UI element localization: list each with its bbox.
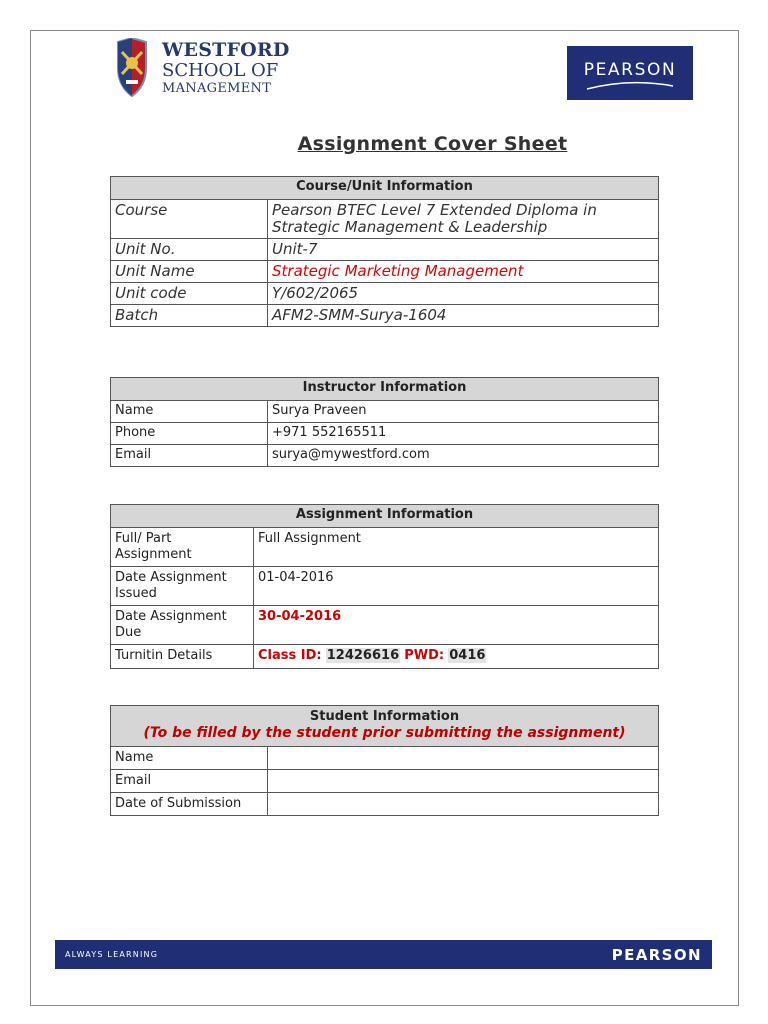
westford-logo	[112, 38, 290, 98]
class-id-value: 12426616	[326, 648, 400, 663]
assignment-type-label: Full/ Part Assignment	[111, 528, 254, 567]
table-row	[111, 747, 659, 770]
table-row	[111, 567, 659, 606]
table-row	[111, 793, 659, 816]
course-value: Pearson BTEC Level 7 Extended Diploma in Strategic Management & Leadership	[268, 200, 659, 239]
table-row	[111, 283, 659, 305]
submission-date-field[interactable]	[268, 793, 659, 816]
logo-line-3: MANAGEMENT	[162, 81, 272, 96]
table-row	[111, 239, 659, 261]
footer-tagline: ALWAYS LEARNING	[65, 950, 159, 959]
instructor-name-label: Name	[111, 401, 268, 423]
table-row	[111, 200, 659, 239]
date-due-value: 30-04-2016	[254, 606, 659, 645]
table-row	[111, 423, 659, 445]
student-info-header	[111, 706, 659, 747]
unit-no-value: Unit-7	[268, 239, 659, 261]
pwd-label: PWD:	[404, 648, 445, 663]
page-title: Assignment Cover Sheet	[297, 133, 568, 155]
course-info-heading: Course/Unit Information	[111, 177, 659, 200]
pearson-logo	[567, 46, 693, 100]
pearson-swoosh-icon	[585, 80, 675, 90]
pwd-value: 0416	[449, 648, 486, 663]
student-info-subheading: (To be filled by the student prior submitting the assignment)	[143, 725, 626, 741]
instructor-phone-label: Phone	[111, 423, 268, 445]
instructor-email-value[interactable]: surya@mywestford.com	[268, 445, 659, 467]
logo-line-2: SCHOOL OF	[162, 60, 279, 81]
student-email-field[interactable]	[268, 770, 659, 793]
turnitin-label: Turnitin Details	[111, 645, 254, 669]
assignment-type-value: Full Assignment	[254, 528, 659, 567]
instructor-name-value: Surya Praveen	[268, 401, 659, 423]
table-row	[111, 606, 659, 645]
date-issued-label: Date Assignment Issued	[111, 567, 254, 606]
crest-icon	[112, 38, 152, 98]
instructor-info-table	[110, 377, 659, 467]
logo-line-1: WESTFORD	[162, 39, 290, 61]
batch-value: AFM2-SMM-Surya-1604	[268, 305, 659, 327]
batch-label: Batch	[111, 305, 268, 327]
class-id-label: Class ID:	[258, 648, 322, 663]
student-name-field[interactable]	[268, 747, 659, 770]
submission-date-label: Date of Submission	[111, 793, 268, 816]
table-row	[111, 401, 659, 423]
date-issued-value: 01-04-2016	[254, 567, 659, 606]
assignment-info-table	[110, 504, 659, 669]
student-name-label: Name	[111, 747, 268, 770]
table-row	[111, 305, 659, 327]
turnitin-value	[254, 645, 659, 669]
table-row	[111, 445, 659, 467]
student-info-table	[110, 705, 659, 816]
date-due-label: Date Assignment Due	[111, 606, 254, 645]
instructor-phone-value: +971 552165511	[268, 423, 659, 445]
student-info-heading: Student Information	[309, 709, 460, 724]
unit-name-label: Unit Name	[111, 261, 268, 283]
table-row	[111, 528, 659, 567]
unit-name-value: Strategic Marketing Management	[268, 261, 659, 283]
pearson-logo-text: PEARSON	[583, 60, 677, 80]
footer-banner	[55, 940, 712, 969]
course-info-table	[110, 176, 659, 327]
course-label: Course	[111, 200, 268, 239]
table-row	[111, 645, 659, 669]
footer-brand: PEARSON	[611, 946, 702, 964]
assignment-info-heading: Assignment Information	[111, 505, 659, 528]
instructor-email-label: Email	[111, 445, 268, 467]
table-row	[111, 770, 659, 793]
unit-no-label: Unit No.	[111, 239, 268, 261]
unit-code-value: Y/602/2065	[268, 283, 659, 305]
unit-code-label: Unit code	[111, 283, 268, 305]
table-row	[111, 261, 659, 283]
student-email-label: Email	[111, 770, 268, 793]
instructor-info-heading: Instructor Information	[111, 378, 659, 401]
